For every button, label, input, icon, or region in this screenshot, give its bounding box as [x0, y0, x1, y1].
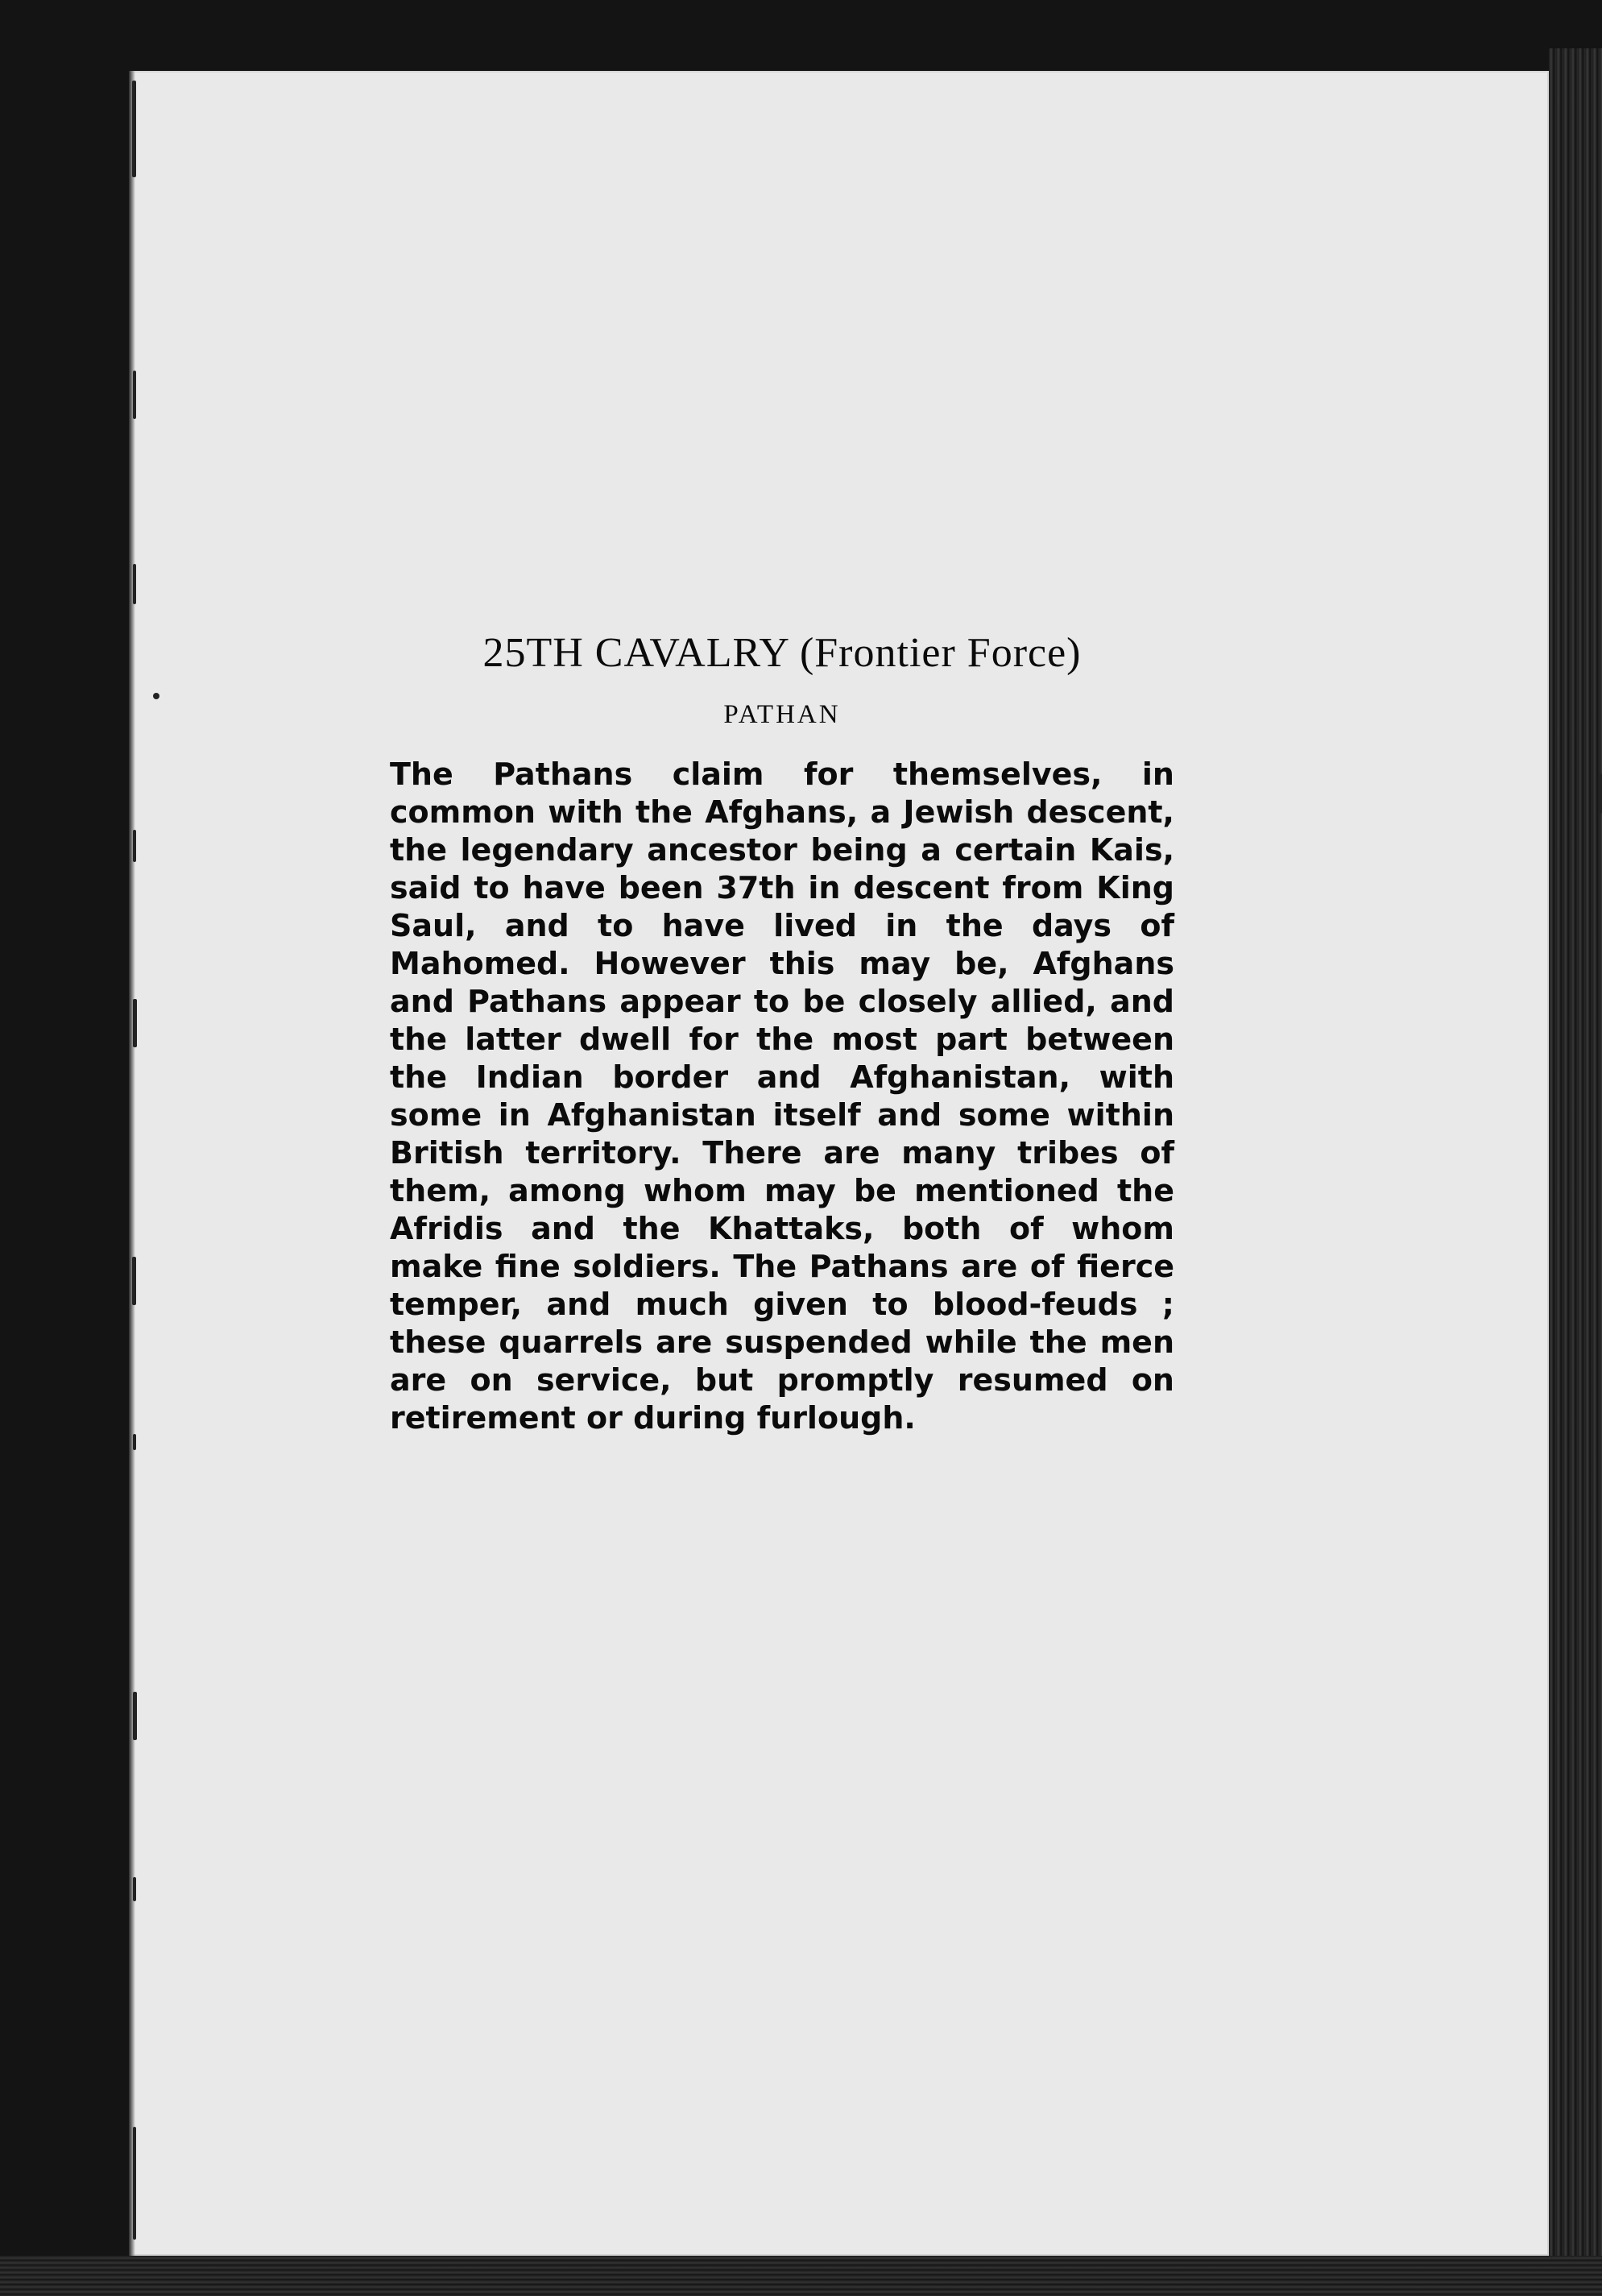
scan-mark — [133, 1877, 136, 1901]
scan-mark — [133, 999, 137, 1047]
scan-mark — [153, 693, 159, 699]
page-subtitle: PATHAN — [723, 700, 841, 730]
page-title: 25TH CAVALRY (Frontier Force) — [482, 630, 1082, 676]
scan-mark — [133, 564, 136, 604]
scan-mark — [1599, 773, 1602, 814]
scan-mark — [132, 81, 136, 177]
bottom-page-edge — [0, 2256, 1602, 2296]
scan-mark — [133, 1434, 136, 1450]
scan-mark — [133, 2127, 136, 2240]
right-page-edge — [1549, 48, 1602, 2272]
scan-mark — [133, 371, 136, 419]
text-block — [390, 628, 1174, 1437]
scan-mark — [132, 1257, 136, 1305]
body-paragraph: The Pathans claim for themselves, in common with the Afghans, a Jewish descent, the legendary ancestor being a certain Kais, said to have been 37th in descent from King Saul, and to have lived in the days of Mahomed. However this may be, Afghans and Pathans appear to be closely allied, and the latter dwell for the most part between the Indian border and Afghanistan, with some in Afghanistan itself and some within British territory. There are many tribes of them, among whom may be mentioned the Afridis and the Khattaks, both of whom make fine soldiers. The Pathans are of fierce temper, and much given to blood-feuds ; these quarrels are suspended while the men are on service, but promptly resumed on retirement or during furlough. — [390, 756, 1174, 1436]
scan-mark — [133, 830, 136, 862]
scan-mark — [133, 1692, 137, 1740]
